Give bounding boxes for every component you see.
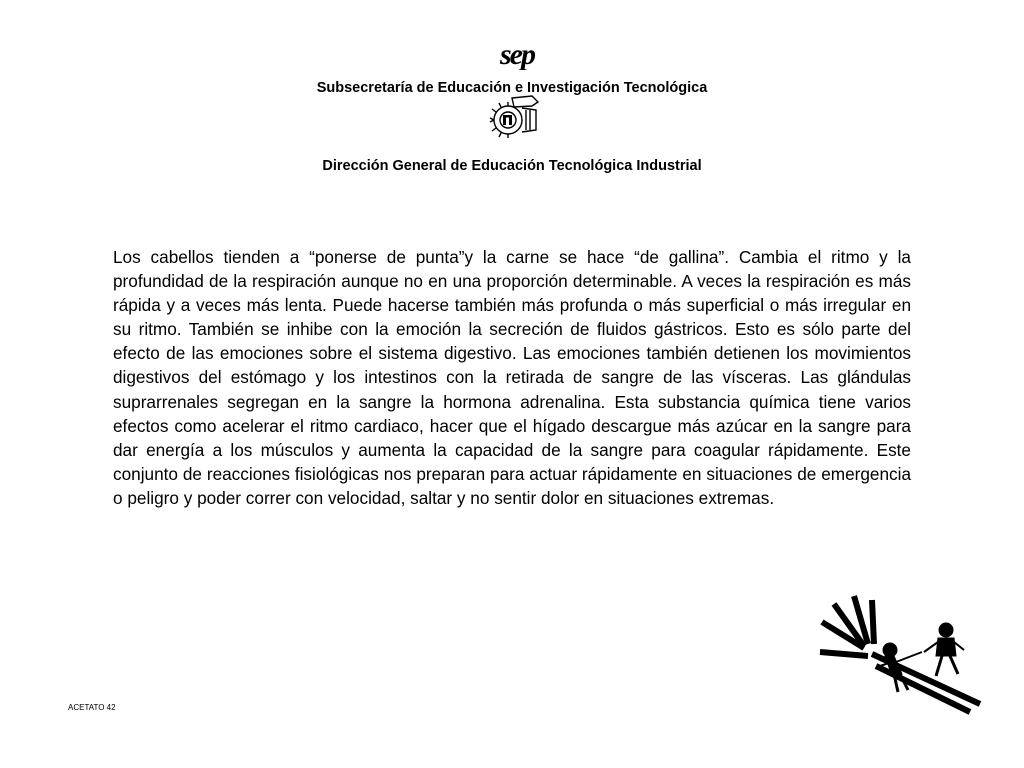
sep-logo-text: sep [500, 40, 534, 70]
direccion-title: Dirección General de Educación Tecnológica Industrial [322, 158, 702, 174]
slide-number-label: ACETATO 42 [68, 703, 116, 712]
subsecretaria-title: Subsecretaría de Educación e Investigación Tecnológica [316, 80, 708, 96]
sep-logo [486, 40, 548, 70]
children-on-slide-clipart [812, 592, 990, 718]
dgeti-emblem-icon [482, 92, 546, 140]
body-paragraph: Los cabellos tienden a “ponerse de punta”y la carne se hace “de gallina”. Cambia el ritmo y la profundidad de la respiración aunque no en una proporción determinable. A veces la respiración es más rápida y a veces más lenta. Puede hacerse también más profunda o más superficial o más irregular en su ritmo. También se inhibe con la emoción la secreción de fluidos gástricos. Esto es sólo parte del efecto de las emociones sobre el sistema digestivo. Las emociones también detienen los movimientos digestivos del estómago y los intestinos con la retirada de sangre de las vísceras. Las glándulas suprarrenales segregan en la sangre la hormona adrenalina. Esta substancia química tiene varios efectos como acelerar el ritmo cardiaco, hacer que el hígado descargue más azúcar en la sangre para dar energía a los músculos y aumenta la capacidad de la sangre para coagular rápidamente. Este conjunto de reacciones fisiológicas nos preparan para actuar rápidamente en situaciones de emergencia o peligro y poder correr con velocidad, saltar y no sentir dolor en situaciones extremas. [113, 247, 911, 508]
